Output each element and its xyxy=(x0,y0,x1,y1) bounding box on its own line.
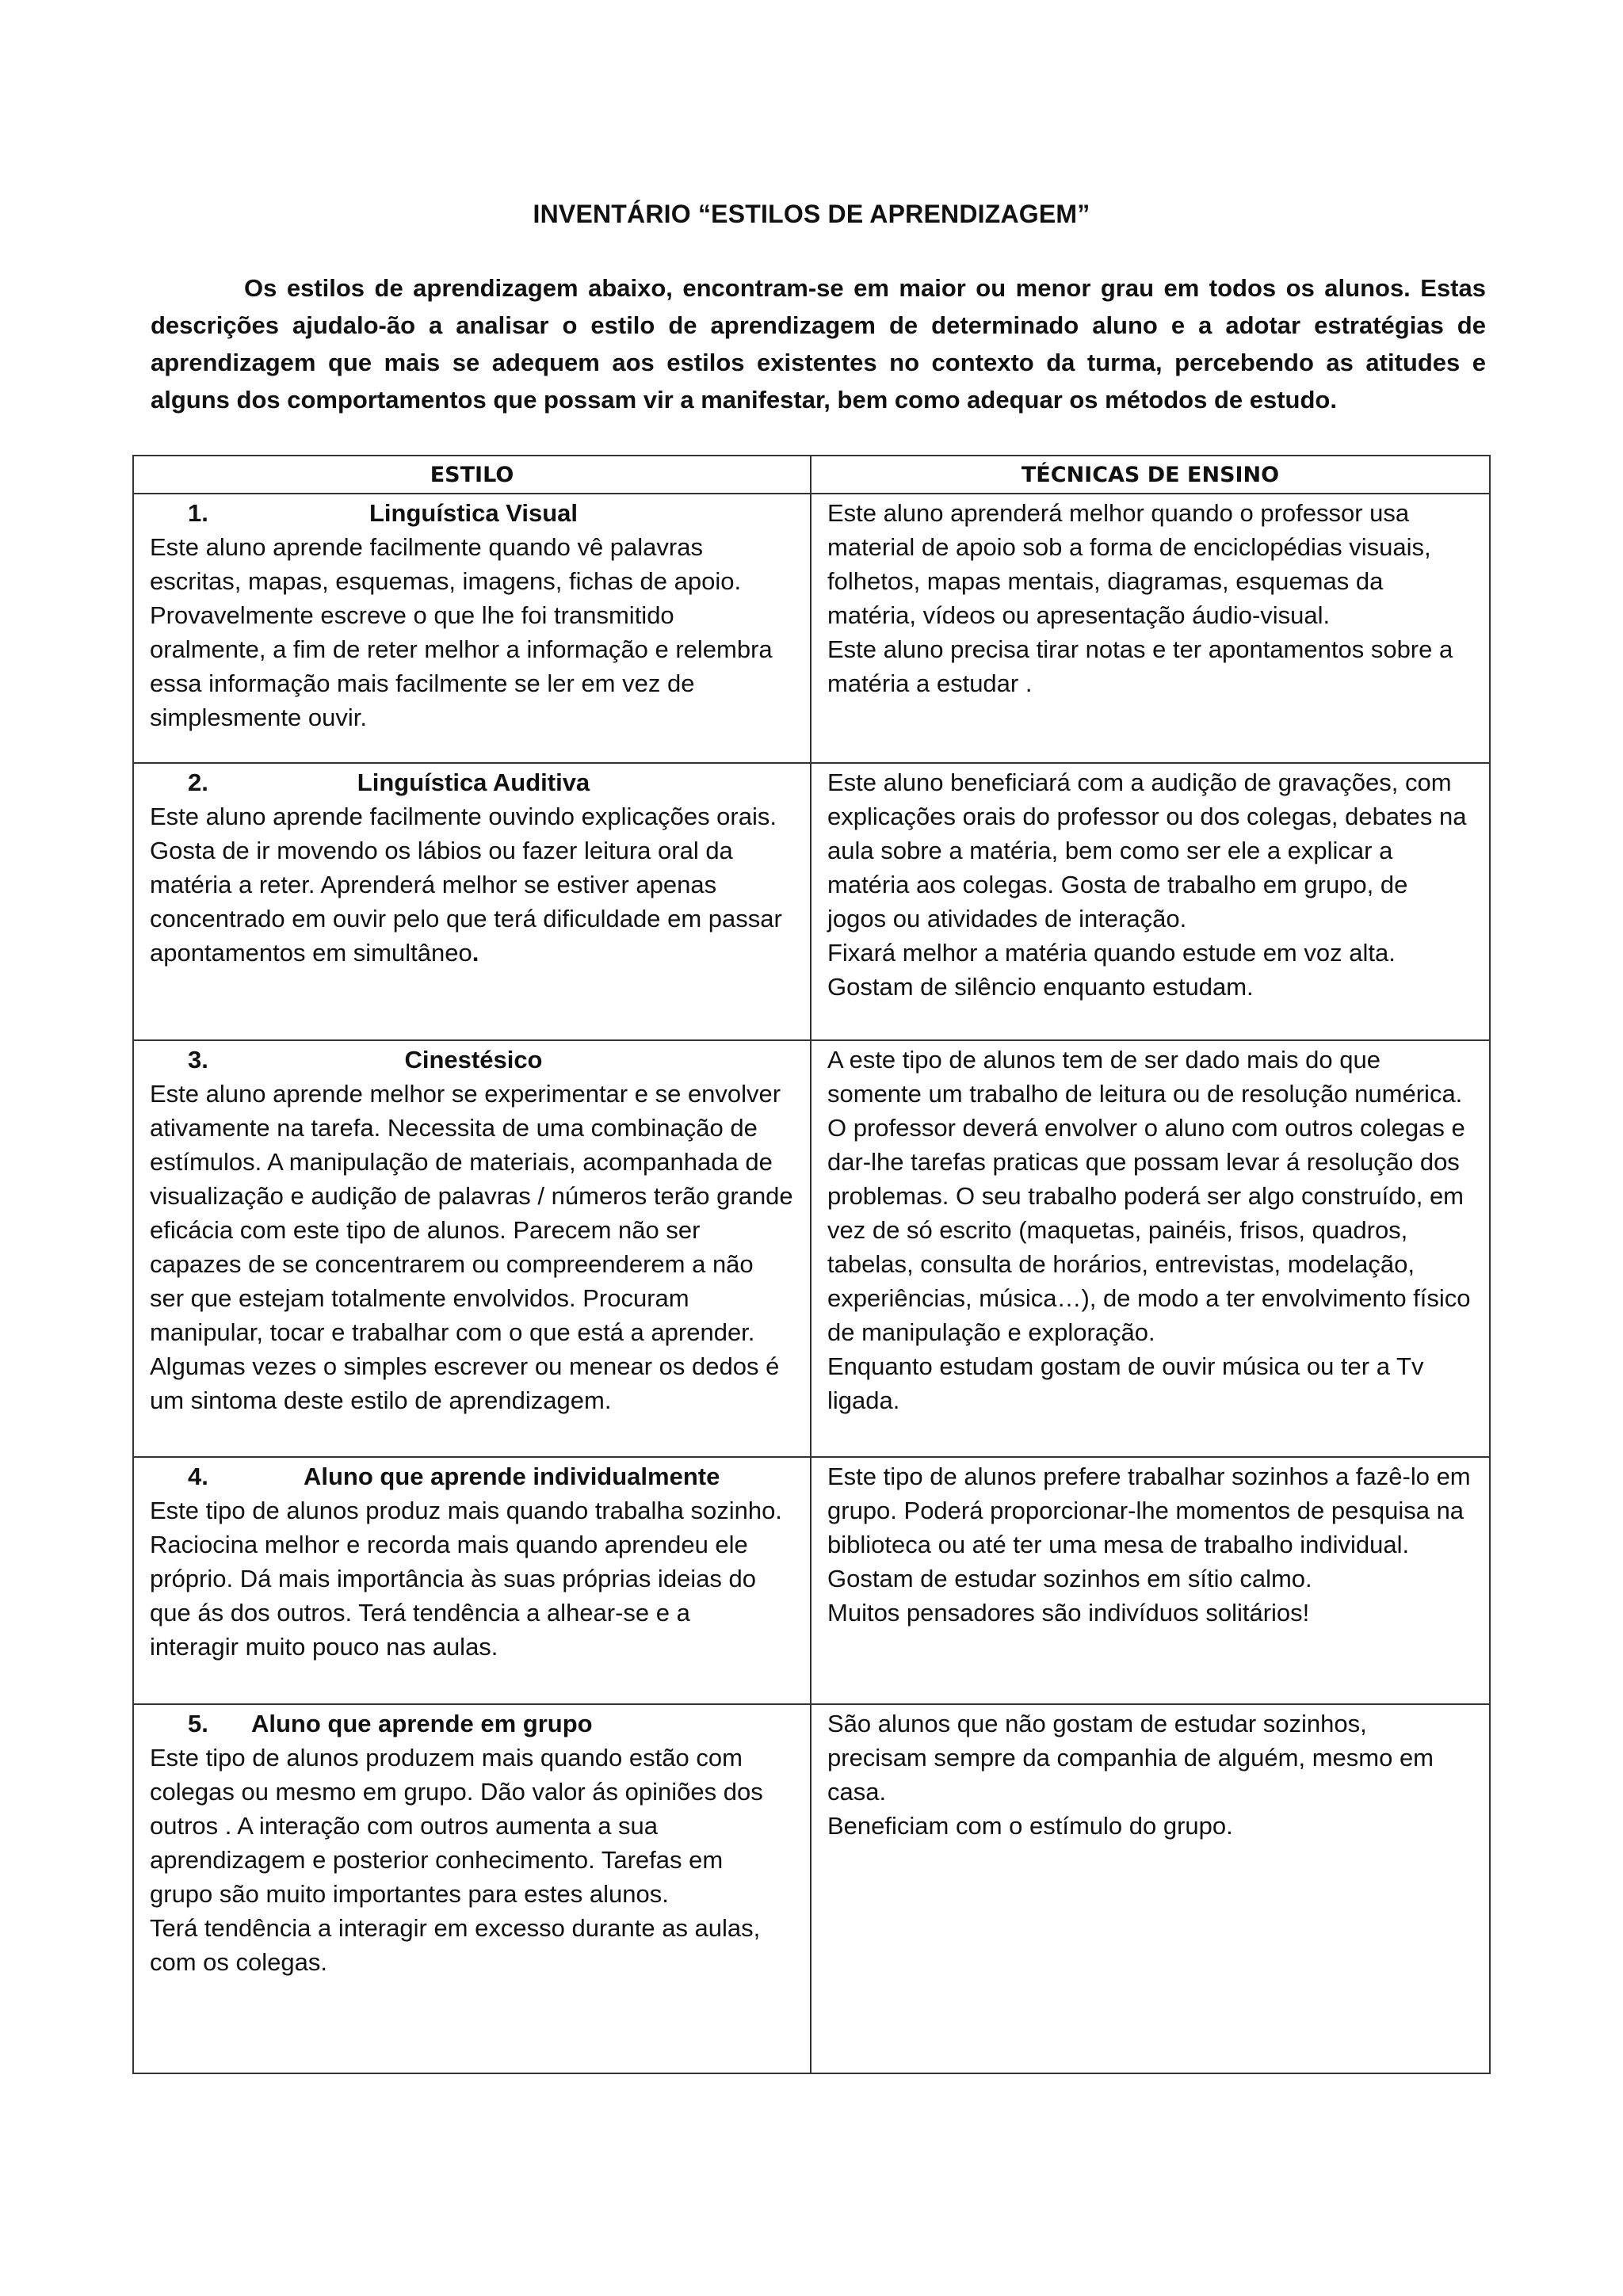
style-heading xyxy=(150,1459,799,1493)
document-title: INVENTÁRIO “ESTILOS DE APRENDIZAGEM” xyxy=(533,200,1090,228)
style-heading xyxy=(150,1043,799,1077)
style-cell xyxy=(133,494,811,763)
style-name: Aluno que aprende individualmente xyxy=(304,1463,720,1490)
style-cell xyxy=(133,1704,811,2073)
style-heading xyxy=(150,765,799,799)
style-cell xyxy=(133,1040,811,1457)
style-cell xyxy=(133,763,811,1040)
table-row xyxy=(133,763,1490,1040)
style-heading xyxy=(150,1707,799,1741)
techniques-description: A este tipo de alunos tem de ser dado mais do que somente um trabalho de leitura ou de resolução numérica. O professor deverá envolver o aluno com outros colegas e dar-lhe tarefas praticas que possam levar á resolução dos problemas. O seu trabalho poderá ser algo construído, em vez de só escrito (maquetas, painéis, frisos, quadros, tabelas, consulta de horários, entrevistas, modelação, experiências, música…), de modo a ter envolvimento físico de manipulação e exploração. Enquanto estudam gostam de ouvir música ou ter a Tv ligada. xyxy=(827,1046,1471,1414)
style-name: Linguística Visual xyxy=(369,499,578,527)
style-heading xyxy=(150,496,799,530)
table-row xyxy=(133,1457,1490,1704)
techniques-description: Este aluno beneficiará com a audição de gravações, com explicações orais do professor ou dos colegas, debates na aula sobre a matéria, bem como ser ele a explicar a matéria aos colegas. Gosta de trabalho em grupo, de jogos ou atividades de interação. Fixará melhor a matéria quando estude em voz alta. Gostam de silêncio enquanto estudam. xyxy=(827,769,1467,1001)
table-row xyxy=(133,1704,1490,2073)
techniques-cell xyxy=(811,763,1490,1040)
techniques-cell xyxy=(811,1040,1490,1457)
style-name: Aluno que aprende em grupo xyxy=(251,1710,593,1737)
style-description: Este aluno aprende melhor se experimentar e se envolver ativamente na tarefa. Necessita de uma combinação de estímulos. A manipulação de materiais, acompanhada de visualização e audição de palavras / números terão grande eficácia com este tipo de alunos. Parecem não ser capazes de se concentrarem ou compreenderem a não ser que estejam totalmente envolvidos. Procuram manipular, tocar e trabalhar com o que está a aprender. Algumas vezes o simples escrever ou menear os dedos é um sintoma deste estilo de aprendizagem. xyxy=(150,1080,793,1414)
style-description-end: . xyxy=(472,939,479,967)
style-description: Este aluno aprende facilmente quando vê palavras escritas, mapas, esquemas, imagens, fichas de apoio. Provavelmente escreve o que lhe foi transmitido oralmente, a fim de reter melhor a informação e relembra essa informação mais facilmente se ler em vez de simplesmente ouvir. xyxy=(150,533,773,731)
techniques-description: Este tipo de alunos prefere trabalhar sozinhos a fazê-lo em grupo. Poderá proporcionar-lhe momentos de pesquisa na biblioteca ou até ter uma mesa de trabalho individual. Gostam de estudar sozinhos em sítio calmo. Muitos pensadores são indivíduos solitários! xyxy=(827,1463,1471,1627)
style-number: 1. xyxy=(188,499,208,527)
techniques-description: São alunos que não gostam de estudar sozinhos, precisam sempre da companhia de alguém, mesmo em casa. Beneficiam com o estímulo do grupo. xyxy=(827,1710,1434,1840)
table-row xyxy=(133,494,1490,763)
style-number: 5. xyxy=(188,1710,208,1737)
style-number: 3. xyxy=(188,1046,208,1074)
table-header-row xyxy=(133,456,1490,494)
style-number: 2. xyxy=(188,769,208,796)
table-row xyxy=(133,1040,1490,1457)
techniques-description: Este aluno aprenderá melhor quando o professor usa material de apoio sob a forma de enciclopédias visuais, folhetos, mapas mentais, diagramas, esquemas da matéria, vídeos ou apresentação áudio-visual. Este aluno precisa tirar notas e ter apontamentos sobre a matéria a estudar . xyxy=(827,499,1453,697)
learning-styles-table xyxy=(132,455,1491,2074)
style-number: 4. xyxy=(188,1463,208,1490)
intro-paragraph: Os estilos de aprendizagem abaixo, encontram-se em maior ou menor grau em todos os alunos. Estas descrições ajudalo-ão a analisar o estilo de aprendizagem de determinado aluno e a adotar estratégias de aprendizagem que mais se adequem aos estilos existentes no contexto da turma, percebendo as atitudes e alguns dos comportamentos que possam vir a manifestar, bem como adequar os métodos de estudo. xyxy=(151,274,1486,414)
column-header-style: ESTILO xyxy=(133,456,811,494)
style-cell xyxy=(133,1457,811,1704)
style-name: Cinestésico xyxy=(404,1046,543,1074)
style-description: Este aluno aprende facilmente ouvindo explicações orais. Gosta de ir movendo os lábios ou fazer leitura oral da matéria a reter. Aprenderá melhor se estiver apenas concentrado em ouvir pelo que terá dificuldade em passar apontamentos em simultâneo xyxy=(150,803,782,967)
style-description-wrapper xyxy=(150,799,799,970)
style-description: Este tipo de alunos produzem mais quando estão com colegas ou mesmo em grupo. Dão valor ás opiniões dos outros . A interação com outros aumenta a sua aprendizagem e posterior conhecimento. Tarefas em grupo são muito importantes para estes alunos. Terá tendência a interagir em excesso durante as aulas, com os colegas. xyxy=(150,1744,763,1976)
style-description: Este tipo de alunos produz mais quando trabalha sozinho. Raciocina melhor e recorda mais quando aprendeu ele próprio. Dá mais importância às suas próprias ideias do que ás dos outros. Terá tendência a alhear-se e a interagir muito pouco nas aulas. xyxy=(150,1497,782,1661)
techniques-cell xyxy=(811,1457,1490,1704)
techniques-cell xyxy=(811,494,1490,763)
style-name: Linguística Auditiva xyxy=(357,769,590,796)
techniques-cell xyxy=(811,1704,1490,2073)
column-header-techniques: TÉCNICAS DE ENSINO xyxy=(811,456,1490,494)
